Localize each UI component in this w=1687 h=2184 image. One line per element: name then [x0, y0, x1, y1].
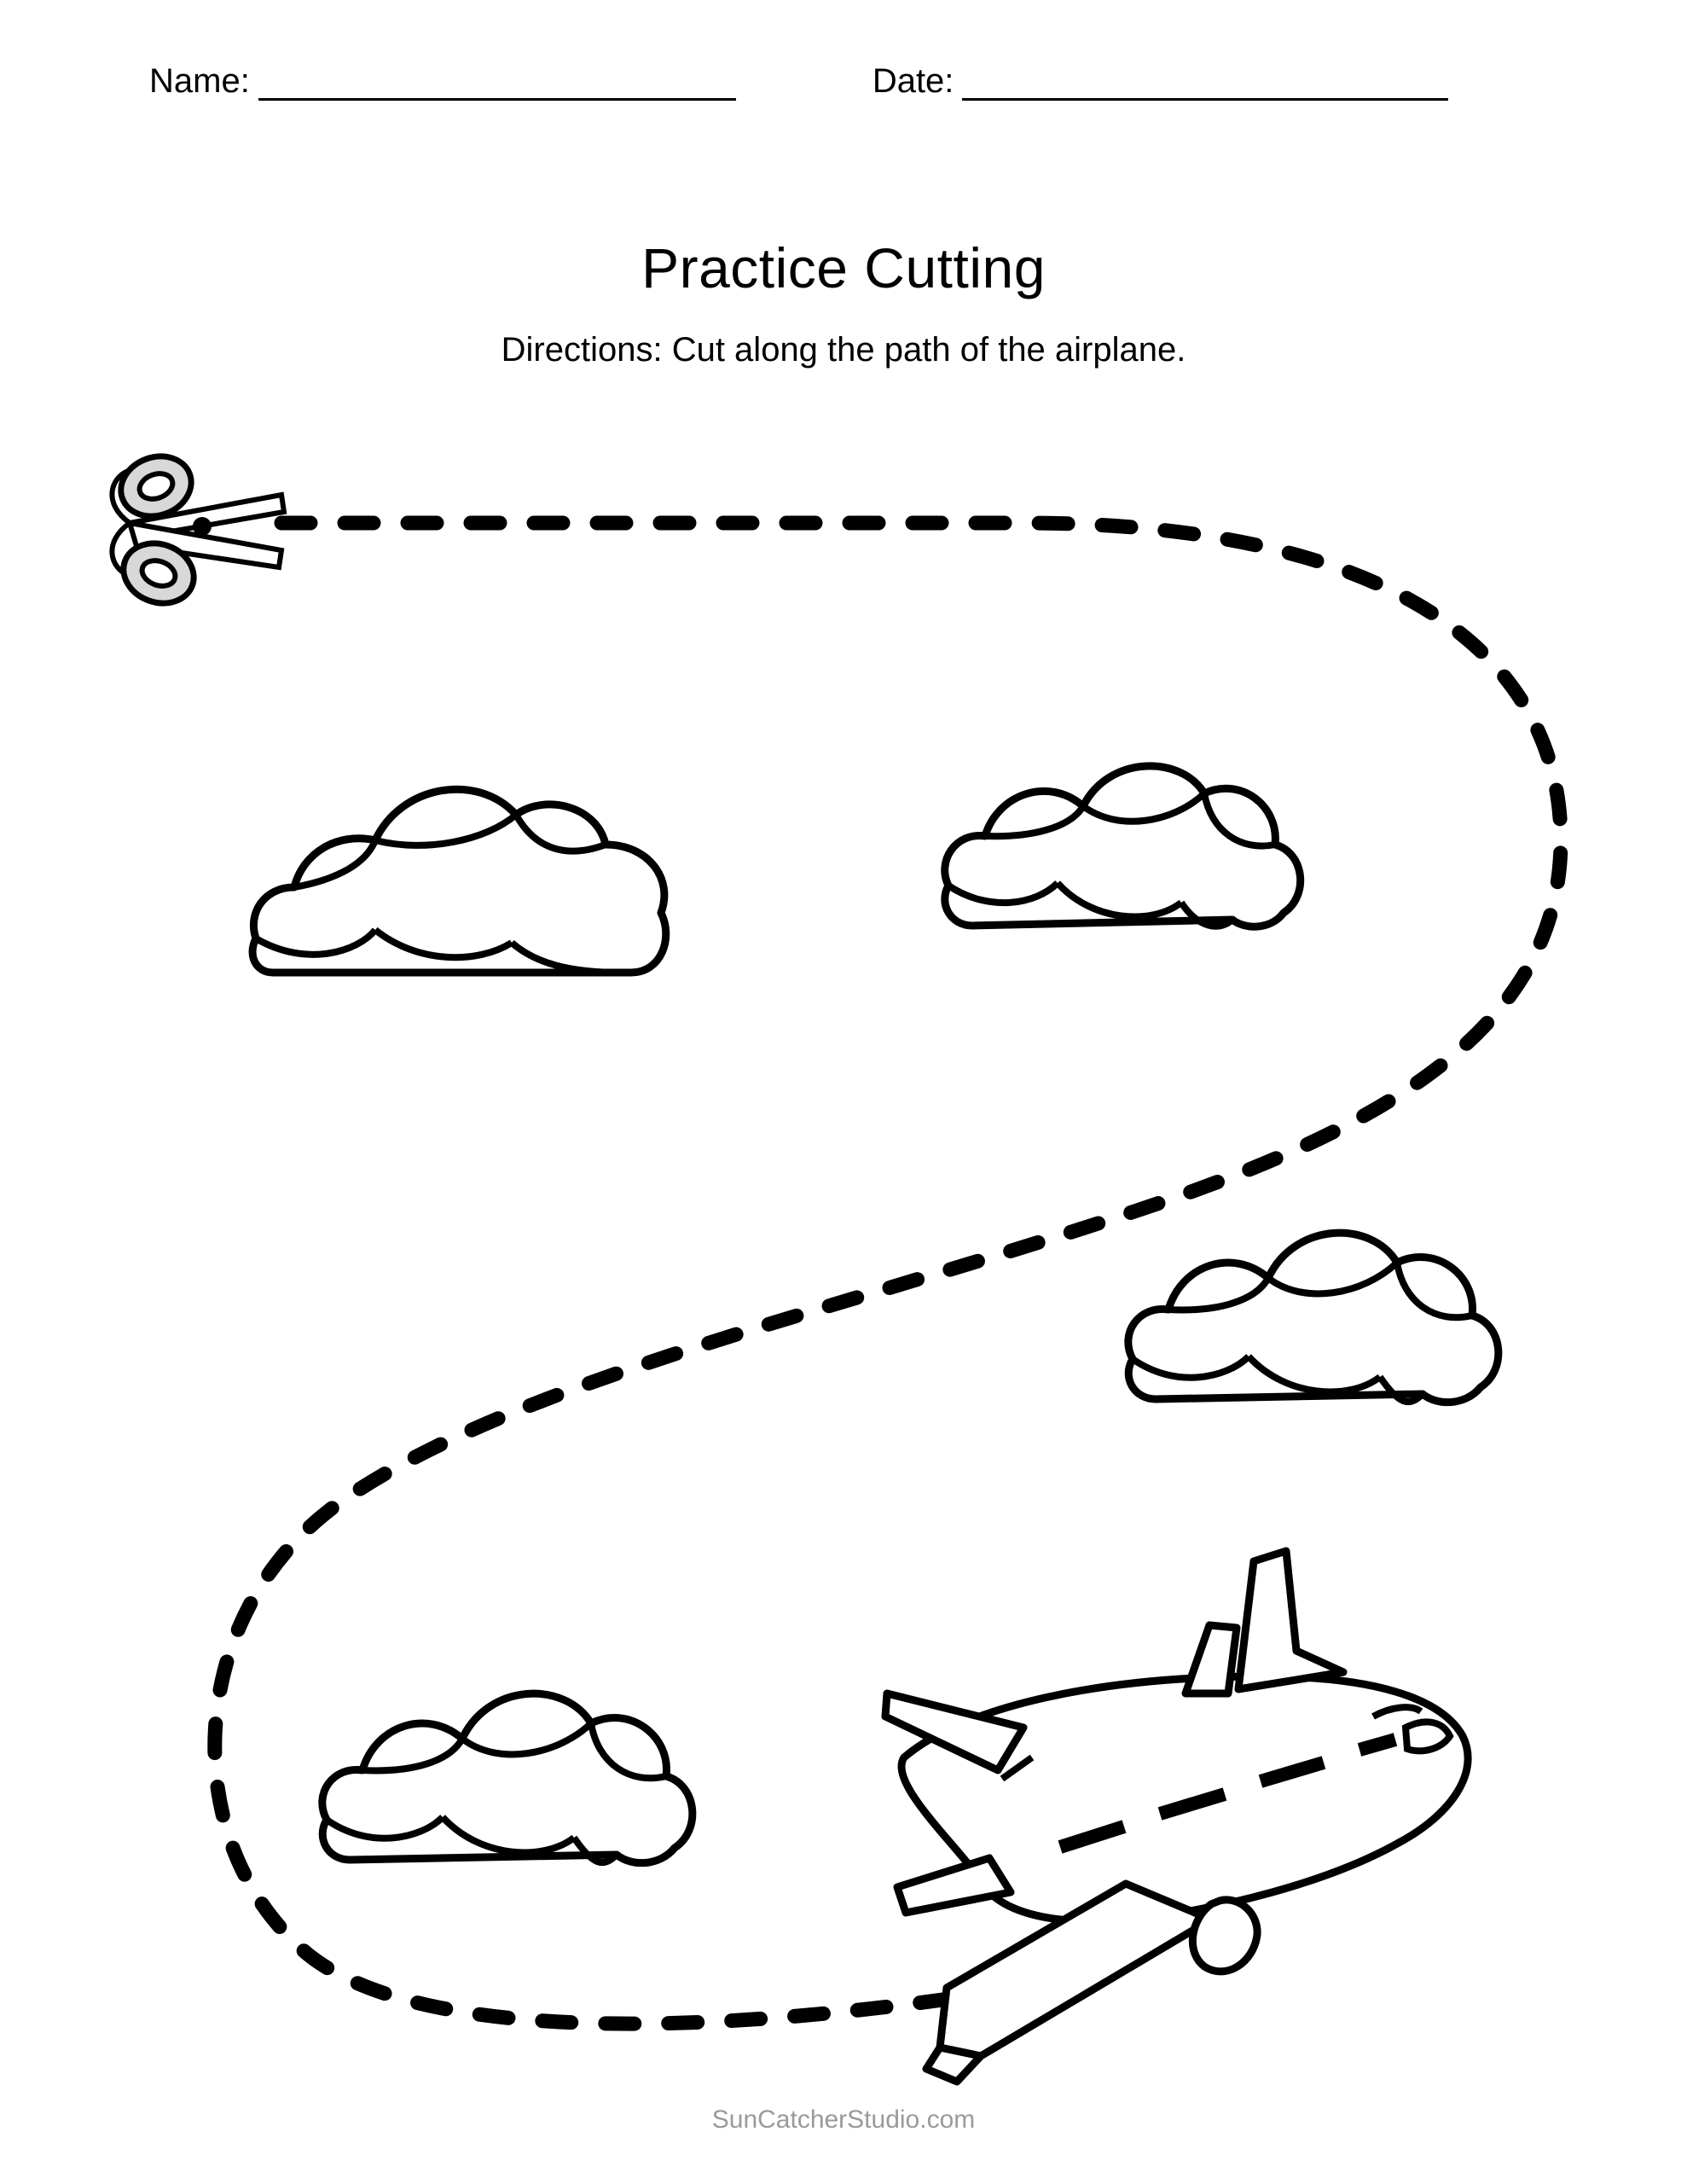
cut-path [215, 523, 1561, 2024]
date-input-line[interactable] [962, 66, 1448, 101]
directions-text: Directions: Cut along the path of the airplane. [501, 331, 1186, 369]
date-label: Date: [872, 62, 954, 100]
cloud-bottom-left [322, 1693, 693, 1862]
name-input-line[interactable] [258, 66, 736, 101]
cloud-top-right [945, 766, 1301, 926]
date-field[interactable] [872, 61, 1449, 101]
name-field[interactable] [149, 61, 736, 101]
name-label: Name: [149, 62, 250, 100]
cloud-top-left [252, 789, 666, 973]
airplane-icon [885, 1551, 1468, 2082]
name-date-row [0, 61, 1687, 101]
scissors-icon [112, 447, 284, 613]
page-title: Practice Cutting [641, 236, 1046, 300]
cloud-middle-right [1128, 1233, 1499, 1402]
footer-credit: SunCatcherStudio.com [711, 2106, 976, 2134]
